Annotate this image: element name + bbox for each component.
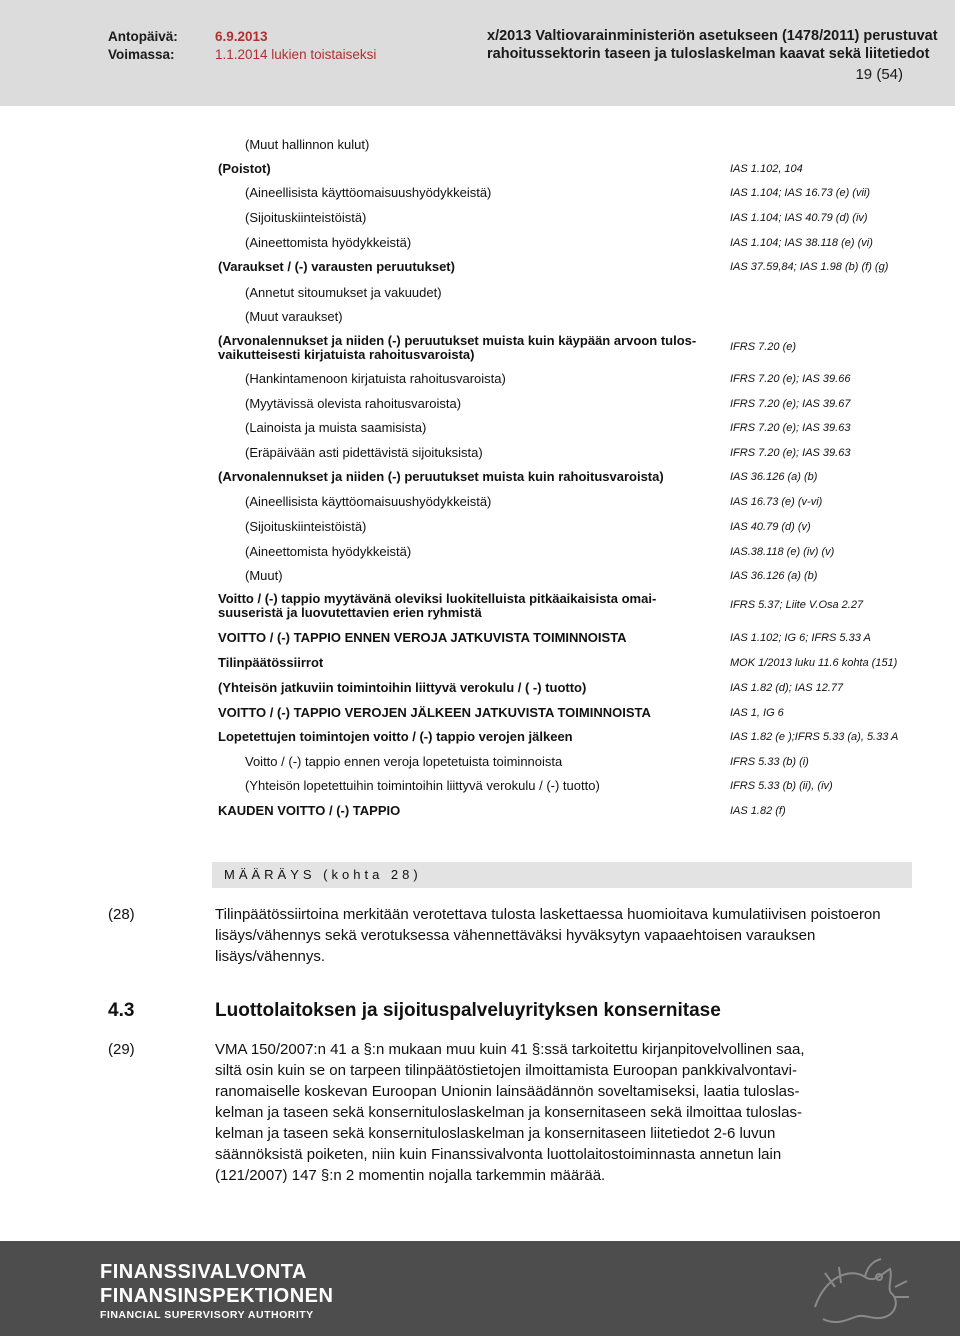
paragraph-number: (28) <box>108 906 135 923</box>
table-row: (Poistot) <box>218 161 271 176</box>
table-row: Voitto / (-) tappio ennen veroja lopetetuista toiminnoista <box>245 754 563 769</box>
paragraph-line: säännöksistä poiketen, niin kuin Finanssivalvonta luottolaitostoiminnasta annetun lain <box>215 1146 782 1163</box>
table-row-ref: IFRS 7.20 (e); IAS 39.67 <box>730 398 851 410</box>
table-row: VOITTO / (-) TAPPIO VEROJEN JÄLKEEN JATKUVISTA TOIMINNOISTA <box>218 705 651 720</box>
table-row: (Aineellisista käyttöomaisuushyödykkeistä) <box>245 185 492 200</box>
section-title: Luottolaitoksen ja sijoituspalveluyrityksen konsernitase <box>215 1000 721 1021</box>
table-row-ref: IAS 1.104; IAS 40.79 (d) (iv) <box>730 212 868 224</box>
table-row: Tilinpäätössiirrot <box>218 655 324 670</box>
table-row: (Yhteisön jatkuviin toimintoihin liittyvä verokulu / ( -) tuotto) <box>218 680 587 695</box>
table-row: Voitto / (-) tappio myytävänä oleviksi luokitelluista pitkäaikaisista omai- <box>218 591 657 606</box>
table-row: (Varaukset / (-) varausten peruutukset) <box>218 259 455 274</box>
paragraph-number: (29) <box>108 1041 135 1058</box>
table-row: (Arvonalennukset ja niiden (-) peruutukset muista kuin rahoitusvaroista) <box>218 469 664 484</box>
table-row-ref: IAS 36.126 (a) (b) <box>730 471 818 483</box>
issued-label: Antopäivä: <box>108 29 178 44</box>
page-number: 19 (54) <box>855 66 903 83</box>
table-row-ref: IAS 37.59,84; IAS 1.98 (b) (f) (g) <box>730 261 889 273</box>
paragraph-line: ranomaiselle koskevan Euroopan Unionin lainsäädännön soveltamiseksi, laatia tuloslas- <box>215 1083 800 1100</box>
table-row: KAUDEN VOITTO / (-) TAPPIO <box>218 803 401 818</box>
page-footer <box>0 1241 960 1336</box>
valid-label: Voimassa: <box>108 47 175 62</box>
table-row-ref: IAS 1.82 (f) <box>730 805 786 817</box>
page-header <box>0 0 955 106</box>
paragraph-line: siltä osin kuin se on tarpeen tilinpäätöstietojen ilmoittamista Euroopan pankkivalvontavi- <box>215 1062 797 1079</box>
table-row: (Muut hallinnon kulut) <box>245 137 370 152</box>
table-row-ref: IAS 1.102; IG 6; IFRS 5.33 A <box>730 632 871 644</box>
table-row: (Myytävissä olevista rahoitusvaroista) <box>245 396 462 411</box>
paragraph-text <box>215 1039 915 1186</box>
table-row: (Eräpäivään asti pidettävistä sijoituksista) <box>245 445 483 460</box>
paragraph-line: kelman ja taseen sekä konsernituloslaskelman ja konsernitaseen sekä ilmoittaa tuloslas- <box>215 1104 802 1121</box>
paragraph-line: VMA 150/2007:n 41 a §:n mukaan muu kuin 41 §:ssä tarkoitettu kirjanpitovelvollinen saa, <box>215 1041 805 1058</box>
ruling-header <box>212 862 912 888</box>
paragraph-line: kelman ja taseen sekä konsernituloslaskelman ja konsernitaseen liitetiedot 2-6 luvun <box>215 1125 776 1142</box>
table-row-ref: IFRS 7.20 (e) <box>730 341 797 353</box>
table-row-ref: IAS 1.82 (d); IAS 12.77 <box>730 682 844 694</box>
table-row: (Arvonalennukset ja niiden (-) peruutukset muista kuin käypään arvoon tulos- <box>218 333 697 348</box>
table-row-ref: IAS 36.126 (a) (b) <box>730 570 818 582</box>
table-row: (Sijoituskiinteistöistä) <box>245 519 367 534</box>
table-row-ref: IFRS 5.33 (b) (i) <box>730 756 809 768</box>
section-number: 4.3 <box>108 1000 135 1021</box>
lion-emblem-icon <box>795 1247 915 1331</box>
table-row-ref: IFRS 7.20 (e); IAS 39.63 <box>730 422 851 434</box>
doc-title-line2: rahoitussektorin taseen ja tuloslaskelman kaavat sekä liitetiedot <box>487 46 930 62</box>
doc-title-line1: x/2013 Valtiovarainministeriön asetukseen (1478/2011) perustuvat <box>487 28 938 44</box>
footer-org-sv: FINANSINSPEKTIONEN <box>100 1285 334 1307</box>
table-row: VOITTO / (-) TAPPIO ENNEN VEROJA JATKUVISTA TOIMINNOISTA <box>218 630 627 645</box>
table-row: (Muut varaukset) <box>245 309 343 324</box>
footer-org-fi: FINANSSIVALVONTA <box>100 1261 307 1283</box>
table-row: (Muut) <box>245 568 283 583</box>
table-row-ref: IAS 16.73 (e) (v-vi) <box>730 496 823 508</box>
footer-org-en: FINANCIAL SUPERVISORY AUTHORITY <box>100 1309 314 1321</box>
ruling-label: MÄÄRÄYS (kohta 28) <box>224 867 422 882</box>
issued-value: 6.9.2013 <box>215 29 268 44</box>
table-row-ref: IFRS 7.20 (e); IAS 39.66 <box>730 373 851 385</box>
table-row-cont: suuseristä ja luovutettavien erien ryhmistä <box>218 605 482 620</box>
table-row-ref: IAS 40.79 (d) (v) <box>730 521 811 533</box>
table-row-ref: IAS 1.104; IAS 38.118 (e) (vi) <box>730 237 873 249</box>
table-row: (Aineettomista hyödykkeistä) <box>245 544 412 559</box>
table-row: (Aineellisista käyttöomaisuushyödykkeistä) <box>245 494 492 509</box>
table-row-ref: MOK 1/2013 luku 11.6 kohta (151) <box>730 657 898 669</box>
table-row: (Aineettomista hyödykkeistä) <box>245 235 412 250</box>
valid-value: 1.1.2014 lukien toistaiseksi <box>215 47 377 62</box>
table-row-ref: IAS.38.118 (e) (iv) (v) <box>730 546 835 558</box>
table-row: (Sijoituskiinteistöistä) <box>245 210 367 225</box>
table-row-ref: IAS 1.104; IAS 16.73 (e) (vii) <box>730 187 871 199</box>
table-row-ref: IFRS 5.33 (b) (ii), (iv) <box>730 780 833 792</box>
table-row-ref: IAS 1.82 (e );IFRS 5.33 (a), 5.33 A <box>730 731 899 743</box>
paragraph-text: Tilinpäätössiirtoina merkitään verotettava tulosta laskettaessa huomioitava kumulatiivisen poistoeron lisäys/vähennys sekä verotuksessa vähennettäväksi hyväksytyn vapaaehtoisen varauksen lisäys/vähennys. <box>215 906 881 965</box>
table-row-cont: vaikutteisesti kirjatuista rahoitusvaroista) <box>218 347 475 362</box>
table-row-ref: IAS 1, IG 6 <box>730 707 784 719</box>
table-row: (Annetut sitoumukset ja vakuudet) <box>245 285 442 300</box>
paragraph-line: (121/2007) 147 §:n 2 momentin nojalla tarkemmin määrää. <box>215 1167 606 1184</box>
table-row-ref: IFRS 7.20 (e); IAS 39.63 <box>730 447 851 459</box>
table-row: Lopetettujen toimintojen voitto / (-) tappio verojen jälkeen <box>218 729 573 744</box>
table-row: (Hankintamenoon kirjatuista rahoitusvaroista) <box>245 371 506 386</box>
table-row: (Yhteisön lopetettuihin toimintoihin liittyvä verokulu / (-) tuotto) <box>245 778 600 793</box>
table-row: (Lainoista ja muista saamisista) <box>245 420 427 435</box>
table-row-ref: IAS 1.102, 104 <box>730 163 803 175</box>
table-row-ref: IFRS 5.37; Liite V.Osa 2.27 <box>730 599 864 611</box>
